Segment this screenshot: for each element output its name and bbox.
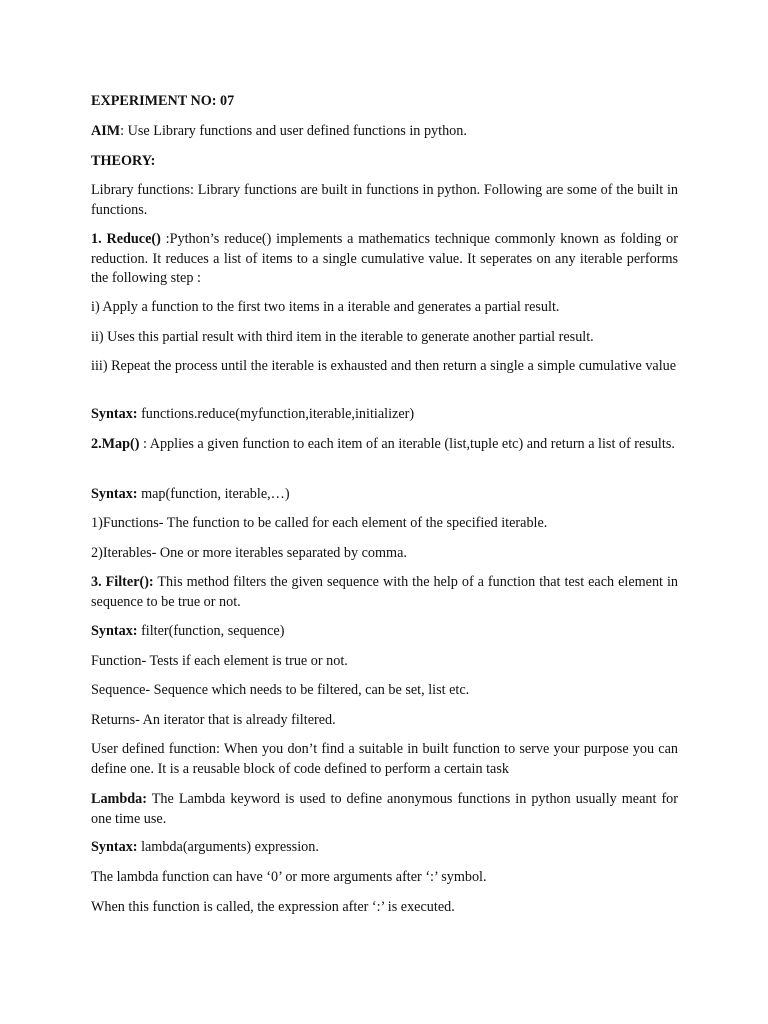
filter-param-function: Function- Tests if each element is true or not. bbox=[91, 653, 348, 669]
reduce-label: 1. Reduce() bbox=[91, 231, 161, 247]
filter-param-sequence: Sequence- Sequence which needs to be filtered, can be set, list etc. bbox=[91, 682, 470, 698]
lambda-syntax-label: Syntax: bbox=[91, 839, 138, 855]
filter-syntax-label: Syntax: bbox=[91, 623, 138, 639]
map-syntax-label: Syntax: bbox=[91, 486, 138, 502]
reduce-text: :Python’s reduce() implements a mathematics technique commonly known as folding or reduction. It reduces a list of items to a single cumulative value. It seperates on any iterable performs the following step : bbox=[91, 231, 678, 286]
lambda-text: The Lambda keyword is used to define anonymous functions in python usually meant for one time use. bbox=[91, 791, 678, 827]
lambda-syntax-line bbox=[91, 838, 678, 858]
library-intro-paragraph: Library functions: Library functions are built in functions in python. Following are some of the built in functions. bbox=[91, 182, 678, 218]
map-syntax-line bbox=[91, 485, 678, 505]
reduce-step-2: ii) Uses this partial result with third item in the iterable to generate another partial result. bbox=[91, 329, 594, 345]
lambda-syntax-text: lambda(arguments) expression. bbox=[137, 839, 319, 855]
aim-line bbox=[91, 122, 678, 142]
lambda-label: Lambda: bbox=[91, 791, 147, 807]
map-param-functions: 1)Functions- The function to be called for each element of the specified iterable. bbox=[91, 515, 548, 531]
reduce-paragraph bbox=[91, 230, 678, 289]
experiment-heading: EXPERIMENT NO: 07 bbox=[91, 93, 235, 109]
map-label: 2.Map() bbox=[91, 436, 140, 452]
lambda-paragraph bbox=[91, 790, 678, 829]
theory-heading: THEORY: bbox=[91, 153, 156, 169]
reduce-step-3: iii) Repeat the process until the iterable is exhausted and then return a single a simple cumulative value bbox=[91, 358, 677, 374]
lambda-note-2: When this function is called, the expression after ‘:’ is executed. bbox=[91, 899, 455, 915]
map-param-iterables: 2)Iterables- One or more iterables separated by comma. bbox=[91, 545, 407, 561]
lambda-note-1: The lambda function can have ‘0’ or more arguments after ‘:’ symbol. bbox=[91, 869, 487, 885]
map-syntax-text: map(function, iterable,…) bbox=[137, 486, 290, 502]
reduce-step-1: i) Apply a function to the first two items in a iterable and generates a partial result. bbox=[91, 299, 560, 315]
reduce-syntax-text: functions.reduce(myfunction,iterable,initializer) bbox=[137, 406, 415, 422]
reduce-syntax-line bbox=[91, 405, 678, 425]
filter-text: This method filters the given sequence with the help of a function that test each element in sequence to be true or not. bbox=[91, 574, 678, 610]
aim-label: AIM bbox=[91, 123, 121, 139]
filter-label: 3. Filter(): bbox=[91, 574, 154, 590]
map-text: : Applies a given function to each item of an iterable (list,tuple etc) and return a list of results. bbox=[139, 436, 675, 452]
user-defined-paragraph: User defined function: When you don’t find a suitable in built function to serve your purpose you can define one. It is a reusable block of code defined to perform a certain task bbox=[91, 741, 678, 777]
filter-paragraph bbox=[91, 573, 678, 612]
aim-text: : Use Library functions and user defined functions in python. bbox=[120, 123, 467, 139]
reduce-syntax-label: Syntax: bbox=[91, 406, 138, 422]
filter-syntax-text: filter(function, sequence) bbox=[137, 623, 285, 639]
filter-syntax-line bbox=[91, 622, 678, 642]
filter-param-returns: Returns- An iterator that is already filtered. bbox=[91, 712, 336, 728]
map-paragraph bbox=[91, 435, 678, 455]
